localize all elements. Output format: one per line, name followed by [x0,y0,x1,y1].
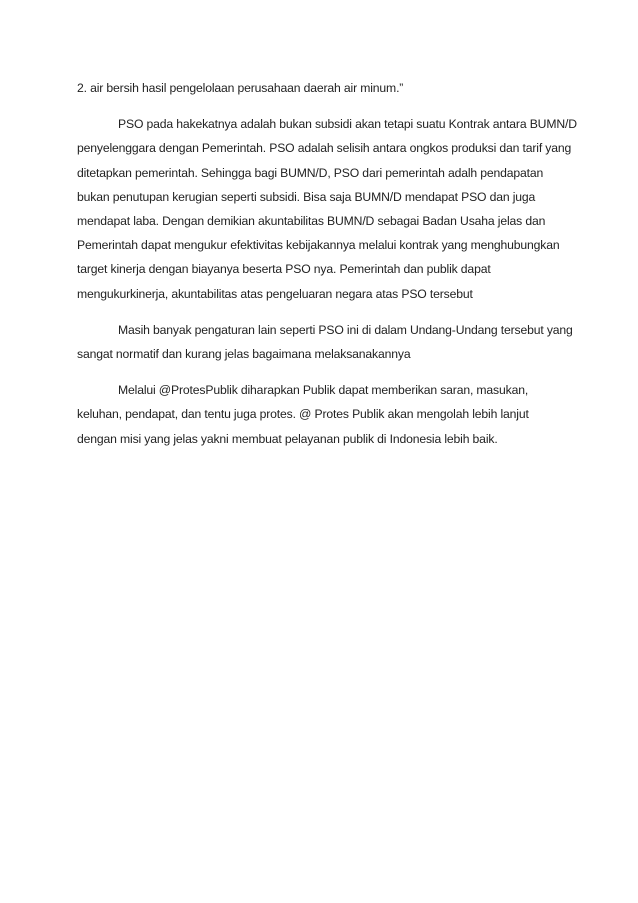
text-line: bukan penutupan kerugian seperti subsidi. Bisa saja BUMN/D mendapat PSO dan juga [77,189,536,204]
paragraph-protes-publik [77,378,577,451]
document-body [77,76,577,451]
text-line: PSO pada hakekatnya adalah bukan subsidi akan tetapi suatu Kontrak antara BUMN/D [118,117,577,132]
paragraph-regulations [77,318,577,366]
text-line: keluhan, pendapat, dan tentu juga protes. @ Protes Publik akan mengolah lebih lanjut [77,407,529,422]
paragraph-pso-definition [77,112,577,306]
text-line: Melalui @ProtesPublik diharapkan Publik dapat memberikan saran, masukan, [118,383,529,398]
text-line: Masih banyak pengaturan lain seperti PSO ini di dalam Undang-Undang tersebut yang [118,322,573,337]
text-line: penyelenggara dengan Pemerintah. PSO adalah selisih antara ongkos produksi dan tarif yang [77,141,572,156]
text-line: sangat normatif dan kurang jelas bagaimana melaksanakannya [77,347,411,362]
list-item-2 [77,76,577,100]
text-line: dengan misi yang jelas yakni membuat pelayanan publik di Indonesia lebih baik. [77,431,498,446]
text-line: Pemerintah dapat mengukur efektivitas kebijakannya melalui kontrak yang menghubungkan [77,238,560,253]
text-line: mendapat laba. Dengan demikian akuntabilitas BUMN/D sebagai Badan Usaha jelas dan [77,214,546,229]
text-line: ditetapkan pemerintah. Sehingga bagi BUMN/D, PSO dari pemerintah adalh pendapatan [77,165,544,180]
text-line: target kinerja dengan biayanya beserta PSO nya. Pemerintah dan publik dapat [77,262,491,277]
text-line: 2. air bersih hasil pengelolaan perusahaan daerah air minum.” [77,81,404,95]
text-line: mengukurkinerja, akuntabilitas atas pengeluaran negara atas PSO tersebut [77,286,473,301]
